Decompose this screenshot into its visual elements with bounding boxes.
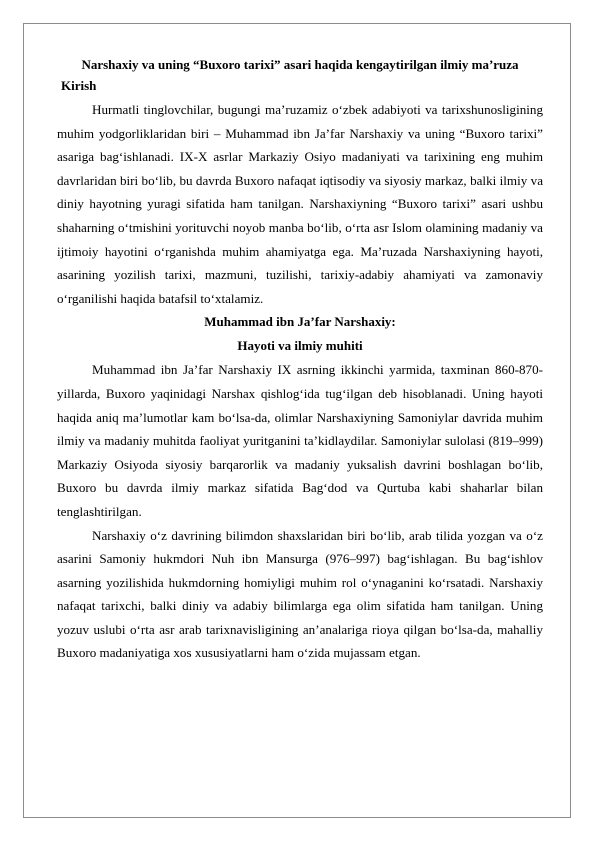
section-heading-name: Muhammad ibn Ja’far Narshaxiy: — [204, 314, 396, 330]
document-body — [57, 56, 543, 665]
work-paragraph: Narshaxiy o‘z davrining bilimdon shaxslaridan biri bo‘lib, arab tilida yozgan va o‘z asarini Samoniy hukmdori Nuh ibn Mansurga (976–997) bag‘ishlagan. Bu bag‘ishlov asarning yozilishida hukmdorning homiyligi muhim rol o‘ynaganini ko‘rsatadi. Narshaxiy nafaqat tarixchi, balki diniy va adabiy bilimlarga ega olim sifatida ham tanilgan. Uning yozuv uslubi o‘rta asr arab tarixnavisligining an’analariga rioya qilgan bo‘lsa-da, mahalliy Buxoro madaniyatiga xos xususiyatlarni ham o‘zida mujassam etgan. — [57, 527, 543, 661]
section-heading-subtitle: Hayoti va ilmiy muhiti — [237, 338, 363, 354]
life-paragraph: Muhammad ibn Ja’far Narshaxiy IX asrning ikkinchi yarmida, taxminan 860-870-yillarda, Buxoro yaqinidagi Narshax qishlog‘ida tug‘ilgan deb hisoblanadi. Uning hayoti haqida aniq ma’lumotlar kam bo‘lsa-da, olimlar Narshaxiyning Samoniylar davrida muhim ilmiy va madaniy muhitda faoliyat yuritganini ta’kidlaydilar. Samoniylar sulolasi (819–999) Markaziy Osiyoda siyosiy barqarorlik va madaniy yuksalish davrini boshlagan bo‘lib, Buxoro bu davrda ilmiy markaz sifatida Bag‘dod va Qurtuba kabi shaharlar bilan tenglashtirilgan. — [57, 362, 543, 519]
intro-paragraph: Hurmatli tinglovchilar, bugungi ma’ruzamiz o‘zbek adabiyoti va tarixshunosligining muhim yodgorliklaridan biri – Muhammad ibn Ja’far Narshaxiy va uning “Buxoro tarixi” asariga bag‘ishlanadi. IX-X asrlar Markaziy Osiyo madaniyati va tarixining eng muhim davrlaridan biri bo‘lib, bu davrda Buxoro nafaqat iqtisodiy va siyosiy markaz, balki ilmiy va diniy hayotning yuragi sifatida ham tanilgan. Narshaxiyning “Buxoro tarixi” asari ushbu shaharning o‘tmishini yorituvchi noyob manba bo‘lib, o‘rta asr Islom olamining madaniy va ijtimoiy hayotini o‘rganishda muhim ahamiyatga ega. Ma’ruzada Narshaxiyning hayoti, asarining yozilish tarixi, mazmuni, tuzilishi, tarixiy-adabiy ahamiyati va zamonaviy o‘rganilishi haqida batafsil to‘xtalamiz. — [57, 102, 543, 306]
intro-heading: Kirish — [61, 78, 97, 93]
document-title: Narshaxiy va uning “Buxoro tarixi” asari haqida kengaytirilgan ilmiy ma’ruza — [81, 57, 519, 72]
